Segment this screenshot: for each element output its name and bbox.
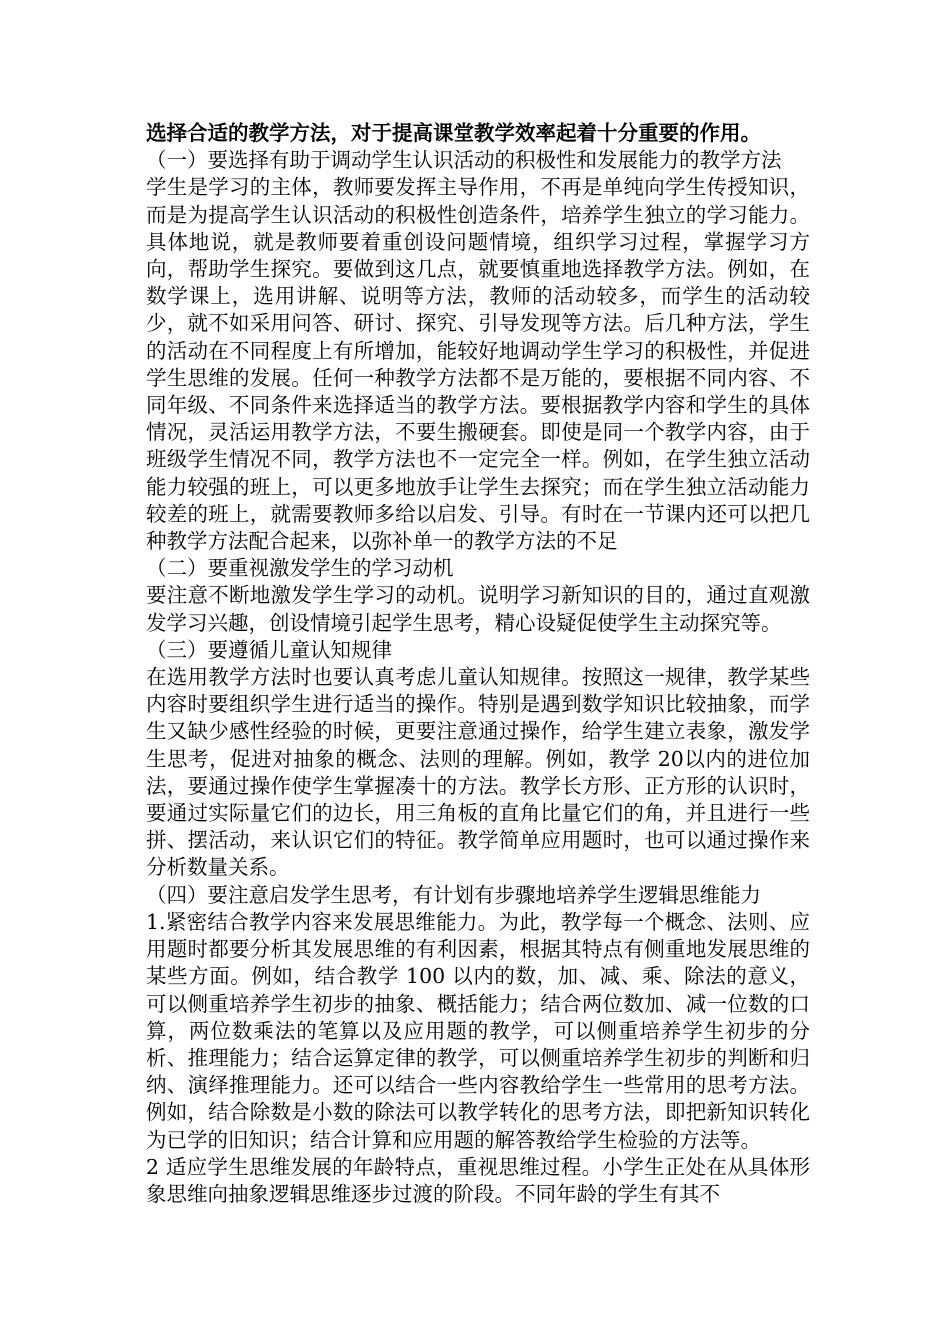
body-paragraph-2: 要注意不断地激发学生学习的动机。说明学习新知识的目的，通过直观激发学习兴趣，创设情境引起学生思考，精心设疑促使学生主动探究等。 — [146, 583, 810, 635]
section-heading-2: （二）要重视激发学生的学习动机 — [146, 556, 454, 581]
body-paragraph-3: 在选用教学方法时也要认真考虑儿童认知规律。按照这一规律，教学某些内容时要组织学生进行适当的操作。特别是遇到数学知识比较抽象，而学生又缺少感性经验的时候，更要注意通过操作，给学生建立表象，激发学生思考，促进对抽象的概念、法则的理解。例如，教学 20以内的进位加法，要通过操作使学生掌握凑十的方法。教学长方形、正方形的认识时，要通过实际量它们的边长，用三角板的直角比量它们的角，并且进行一些拼、摆活动，来认识它们的特征。教学简单应用题时，也可以通过操作来分析数量关系。 — [146, 665, 810, 880]
lead-sentence: 选择合适的教学方法，对于提高课堂教学效率起着十分重要的作用。 — [146, 121, 761, 145]
section-heading-1: （一）要选择有助于调动学生认识活动的积极性和发展能力的教学方法 — [146, 148, 782, 173]
section-heading-4: （四）要注意启发学生思考，有计划有步骤地培养学生逻辑思维能力 — [146, 882, 761, 907]
body-paragraph-5: 2 适应学生思维发展的年龄特点，重视思维过程。小学生正处在从具体形象思维向抽象逻辑思维逐步过渡的阶段。不同年龄的学生有其不 — [146, 1154, 810, 1206]
body-paragraph-4: 1.紧密结合教学内容来发展思维能力。为此，教学每一个概念、法则、应用题时都要分析其发展思维的有利因素，根据其特点有侧重地发展思维的某些方面。例如，结合教学 100 以内的数，加、减、乘、除法的意义，可以侧重培养学生初步的抽象、概括能力；结合两位数加、减一位数的口算，两位数乘法的笔算以及应用题的教学，可以侧重培养学生初步的分析、推理能力；结合运算定律的教学，可以侧重培养学生初步的判断和归纳、演绎推理能力。还可以结合一些内容教给学生一些常用的思考方法。例如，结合除数是小数的除法可以教学转化的思考方法，即把新知识转化为已学的旧知识；结合计算和应用题的解答教给学生检验的方法等。 — [146, 909, 810, 1152]
section-heading-3: （三）要遵循儿童认知规律 — [146, 637, 392, 662]
body-paragraph-1: 学生是学习的主体，教师要发挥主导作用，不再是单纯向学生传授知识，而是为提高学生认识活动的积极性创造条件，培养学生独立的学习能力。具体地说，就是教师要着重创设问题情境，组织学习过程，掌握学习方向，帮助学生探究。要做到这几点，就要慎重地选择教学方法。例如，在数学课上，选用讲解、说明等方法，教师的活动较多，而学生的活动较少，就不如采用问答、研讨、探究、引导发现等方法。后几种方法，学生的活动在不同程度上有所增加，能较好地调动学生学习的积极性，并促进学生思维的发展。任何一种教学方法都不是万能的，要根据不同内容、不同年级、不同条件来选择适当的教学方法。要根据教学内容和学生的具体情况，灵活运用教学方法，不要生搬硬套。即使是同一个教学内容，由于班级学生情况不同，教学方法也不一定完全一样。例如，在学生独立活动能力较强的班上，可以更多地放手让学生去探究；而在学生独立活动能力较差的班上，就需要教师多给以启发、引导。有时在一节课内还可以把几种教学方法配合起来，以弥补单一的教学方法的不足 — [146, 175, 810, 554]
document-page — [146, 120, 810, 1208]
